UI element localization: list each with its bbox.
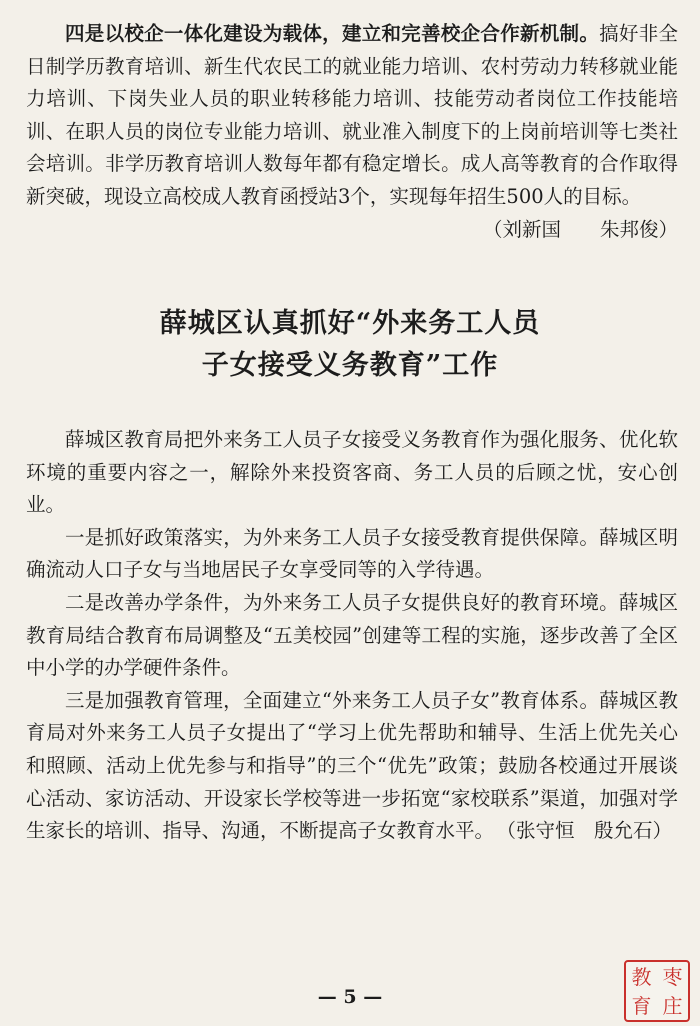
article-paragraph: 二是改善办学条件，为外来务工人员子女提供良好的教育环境。薛城区教育局结合教育布局调整及“五美校园”创建等工程的实施，逐步改善了全区中小学的办学硬件条件。 — [26, 590, 678, 680]
article-title — [0, 303, 700, 387]
article-paragraph: 一是抓好政策落实，为外来务工人员子女接受教育提供保障。薛城区明确流动人口子女与当地居民子女享受同等的入学待遇。 — [26, 525, 678, 582]
title-line-1: 薛城区认真抓好“外来务工人员 — [159, 308, 541, 339]
article-body — [26, 424, 678, 848]
author-credit: （刘新国 朱邦俊） — [482, 217, 678, 241]
page-number: — 5 — — [317, 986, 383, 1008]
stamp-char: 枣 — [662, 964, 683, 989]
paragraph-body: 搞好非全日制学历教育培训、新生代农民工的就业能力培训、农村劳动力转移就业能力培训、下岗失业人员的职业转移能力培训、技能劳动者岗位工作技能培训、在职人员的岗位专业能力培训、就业准入制度下的上岗前培训等七类社会培训。非学历教育培训人数每年都有稳定增长。成人高等教育的合作取得新突破，现设立高校成人教育函授站3个，实现每年招生500人的目标。 — [26, 22, 678, 208]
stamp-char: 育 — [631, 993, 652, 1018]
article-paragraph: 薛城区教育局把外来务工人员子女接受义务教育作为强化服务、优化软环境的重要内容之一，解除外来投资客商、务工人员的后顾之忧，安心创业。 — [26, 428, 678, 517]
seal-stamp — [624, 960, 690, 1022]
previous-article-ending — [26, 18, 678, 246]
article-paragraph: 三是加强教育管理，全面建立“外来务工人员子女”教育体系。薛城区教育局对外来务工人员子女提出了“学习上优先帮助和辅导、生活上优先关心和照顾、活动上优先参与和指导”的三个“优先”政策；鼓励各校通过开展谈心活动、家访活动、开设家长学校等进一步拓宽“家校联系”渠道，加强对学生家长的培训、指导、沟通，不断提高子女教育水平。 — [26, 688, 678, 843]
stamp-char: 教 — [631, 964, 652, 989]
paragraph-lead: 四是以校企一体化建设为载体，建立和完善校企合作新机制。 — [65, 22, 600, 45]
title-line-2: 子女接受义务教育”工作 — [201, 350, 499, 381]
paragraph-four — [26, 18, 678, 241]
stamp-char: 庄 — [662, 993, 683, 1018]
author-credit: （张守恒 殷允石） — [496, 819, 672, 843]
